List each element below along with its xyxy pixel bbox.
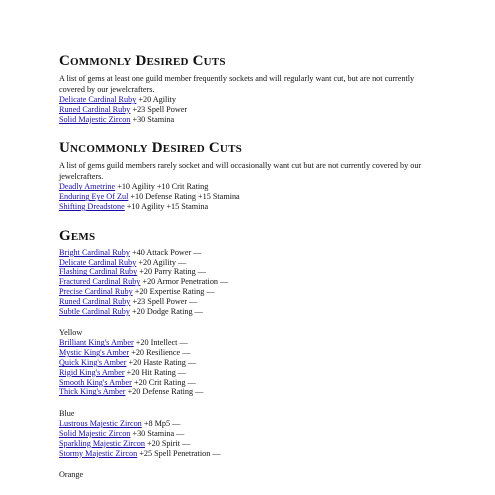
- list-item: [59, 368, 439, 378]
- document-body: [59, 52, 439, 480]
- gem-link[interactable]: Solid Majestic Zircon: [59, 428, 131, 438]
- gem-stat: +30 Stamina: [130, 114, 175, 124]
- section-uncommonly-desired: [59, 139, 439, 211]
- list-item: [59, 258, 439, 268]
- section-title-gems: Gems: [59, 227, 96, 244]
- spacer: [59, 212, 439, 227]
- gem-link[interactable]: Precise Cardinal Ruby: [59, 286, 133, 296]
- list-item: [59, 248, 439, 258]
- list-item: [59, 297, 439, 307]
- gem-link[interactable]: Deadly Ametrine: [59, 182, 116, 192]
- gem-stat: +30 Stamina —: [130, 428, 185, 438]
- section-gems: [59, 227, 439, 481]
- gem-link[interactable]: Thick King's Amber: [59, 387, 126, 397]
- section-description-commonly: A list of gems at least one guild member frequently sockets and will regularly want cut, but are not currently covered by our jewelcrafters.: [59, 74, 415, 94]
- gem-link[interactable]: Mystic King's Amber: [59, 348, 130, 358]
- gem-stat: +20 Armor Penetration —: [140, 277, 229, 287]
- gem-stat: +20 Agility: [136, 95, 176, 104]
- gem-stat: +20 Hit Rating —: [124, 367, 187, 377]
- group-label-orange: Orange: [59, 470, 84, 480]
- gem-list-blue: [59, 419, 439, 458]
- gem-stat: +20 Intellect —: [133, 338, 188, 348]
- list-item: [59, 387, 439, 397]
- gem-link[interactable]: Smooth King's Amber: [59, 377, 132, 387]
- gem-link[interactable]: Fractured Cardinal Ruby: [59, 277, 141, 287]
- list-item: [59, 338, 439, 348]
- gem-list-red: [59, 248, 439, 317]
- gem-link[interactable]: Delicate Cardinal Ruby: [59, 95, 137, 104]
- gem-stat: +23 Spell Power —: [130, 296, 198, 306]
- list-item: [59, 182, 439, 192]
- list-item: [59, 429, 439, 439]
- gem-link[interactable]: Quick King's Amber: [59, 357, 127, 367]
- list-item: [59, 192, 439, 202]
- gem-link[interactable]: Lustrous Majestic Zircon: [59, 419, 142, 429]
- gem-stat: +10 Agility +10 Crit Rating: [115, 182, 209, 192]
- list-item: [59, 307, 439, 317]
- gem-stat: +20 Resilience —: [129, 348, 191, 358]
- gem-stat: +20 Crit Rating —: [131, 377, 196, 387]
- list-item: [59, 287, 439, 297]
- gem-link[interactable]: Solid Majestic Zircon: [59, 114, 131, 124]
- gem-stat: +20 Dodge Rating —: [129, 306, 203, 316]
- gem-link[interactable]: Rigid King's Amber: [59, 367, 125, 377]
- group-label-blue: Blue: [59, 409, 75, 419]
- list-item: [59, 115, 439, 125]
- gem-stat: +20 Parry Rating —: [137, 267, 206, 277]
- section-title-uncommonly: Uncommonly Desired Cuts: [59, 140, 242, 157]
- gem-list-uncommonly: [59, 182, 439, 211]
- section-commonly-desired: [59, 52, 439, 124]
- list-item: [59, 419, 439, 429]
- gem-link[interactable]: Bright Cardinal Ruby: [59, 247, 130, 257]
- list-item: [59, 105, 439, 115]
- gem-stat: +8 Mp5 —: [141, 419, 181, 429]
- list-item: [59, 348, 439, 358]
- gem-link[interactable]: Delicate Cardinal Ruby: [59, 257, 137, 267]
- gem-link[interactable]: Shifting Dreadstone: [59, 201, 125, 211]
- gem-link[interactable]: Brilliant King's Amber: [59, 338, 134, 348]
- gem-link[interactable]: Enduring Eye Of Zul: [59, 192, 129, 202]
- gem-list-commonly: [59, 95, 439, 124]
- section-description-uncommonly: A list of gems guild members rarely socket and will occasionally want cut but are not currently covered by our jewelcrafters.: [59, 161, 422, 182]
- list-item: [59, 439, 439, 449]
- gem-stat: +23 Spell Power: [130, 104, 188, 114]
- gem-stat: +20 Defense Rating —: [125, 387, 204, 397]
- gem-stat: +25 Spell Penetration —: [137, 448, 221, 458]
- gem-stat: +10 Agility +15 Stamina: [124, 201, 209, 211]
- list-item: [59, 202, 439, 212]
- gem-link[interactable]: Runed Cardinal Ruby: [59, 296, 131, 306]
- list-item: [59, 267, 439, 277]
- section-title-commonly: Commonly Desired Cuts: [59, 53, 226, 69]
- gem-stat: +20 Expertise Rating —: [132, 286, 215, 296]
- gem-stat: +40 Attack Power —: [129, 247, 202, 257]
- gem-link[interactable]: Stormy Majestic Zircon: [59, 448, 138, 458]
- list-item: [59, 95, 439, 105]
- gem-link[interactable]: Flashing Cardinal Ruby: [59, 267, 138, 277]
- gem-list-yellow: [59, 338, 439, 397]
- gem-stat: +20 Agility —: [136, 257, 187, 267]
- list-item: [59, 358, 439, 368]
- list-item: [59, 449, 439, 459]
- gem-link[interactable]: Sparkling Majestic Zircon: [59, 438, 145, 448]
- gem-link[interactable]: Subtle Cardinal Ruby: [59, 306, 130, 316]
- gem-stat: +20 Spirit —: [144, 438, 191, 448]
- gem-stat: +20 Haste Rating —: [126, 357, 197, 367]
- list-item: [59, 378, 439, 388]
- gem-stat: +10 Defense Rating +15 Stamina: [128, 192, 240, 202]
- group-label-yellow: Yellow: [59, 328, 83, 338]
- spacer: [59, 124, 439, 139]
- list-item: [59, 277, 439, 287]
- gem-link[interactable]: Runed Cardinal Ruby: [59, 104, 131, 114]
